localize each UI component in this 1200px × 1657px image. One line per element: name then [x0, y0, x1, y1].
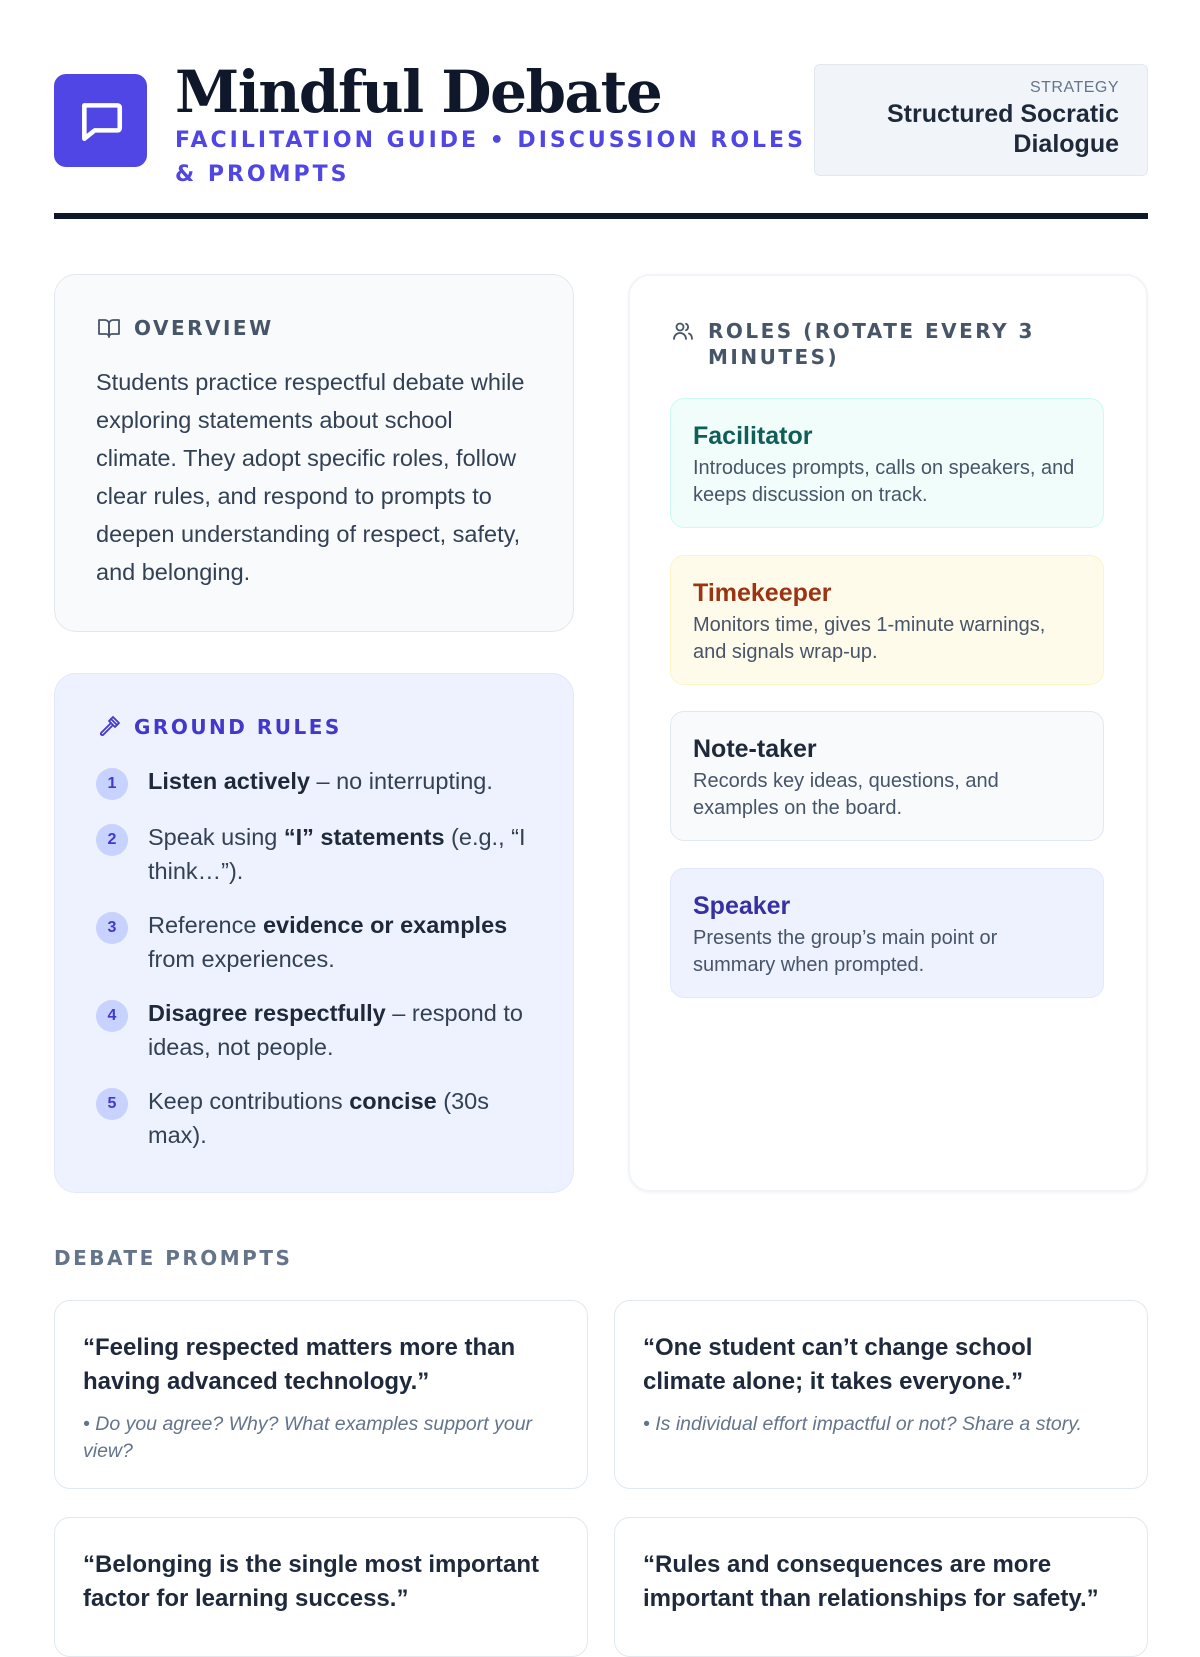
header-divider	[54, 213, 1148, 219]
role-name: Note-taker	[693, 735, 817, 763]
rule-number: 2	[96, 824, 128, 856]
rule-number: 1	[96, 768, 128, 800]
role-card-facilitator	[670, 398, 1104, 528]
role-description: Records key ideas, questions, and examples on the board.	[693, 770, 999, 819]
prompt-quote: “One student can’t change school climate alone; it takes everyone.”	[643, 1334, 1033, 1395]
rule-text: Disagree respectfully – respond to ideas, not people.	[148, 1000, 523, 1060]
page-subtitle: FACILITATION GUIDE • DISCUSSION ROLES & PROMPTS	[175, 128, 806, 187]
role-card-note-taker	[670, 711, 1104, 841]
roles-heading	[670, 318, 1106, 370]
rule-text: Keep contributions concise (30s max).	[148, 1088, 489, 1148]
role-name: Timekeeper	[693, 579, 832, 607]
overview-card	[54, 274, 574, 632]
prompt-card	[614, 1300, 1148, 1489]
prompt-quote: “Feeling respected matters more than having advanced technology.”	[83, 1334, 516, 1395]
prompt-card	[54, 1517, 588, 1657]
rule-text: Reference evidence or examples from experiences.	[148, 912, 508, 972]
rule-number: 4	[96, 1000, 128, 1032]
ground-rules-list	[96, 764, 533, 1152]
overview-heading	[96, 315, 533, 341]
prompt-card	[54, 1300, 588, 1489]
prompt-quote: “Belonging is the single most important factor for learning success.”	[83, 1551, 540, 1612]
prompt-quote: “Rules and consequences are more important than relationships for safety.”	[643, 1551, 1099, 1612]
rule-item	[96, 820, 533, 888]
book-open-icon	[96, 316, 122, 340]
page-title: Mindful Debate	[175, 58, 662, 126]
rule-text: Speak using “I” statements (e.g., “I think…”).	[148, 824, 526, 884]
strategy-label: STRATEGY	[1029, 79, 1119, 96]
roles-heading-text: ROLES (ROTATE EVERY 3 MINUTES)	[708, 319, 1035, 369]
role-card-speaker	[670, 868, 1104, 998]
role-name: Speaker	[693, 892, 791, 920]
rule-item	[96, 1084, 533, 1152]
prompt-followup: • Do you agree? Why? What examples support your view?	[83, 1413, 533, 1462]
role-card-timekeeper	[670, 555, 1104, 685]
ground-rules-heading-text: GROUND RULES	[134, 715, 342, 739]
gavel-icon	[96, 715, 122, 739]
rule-number: 5	[96, 1088, 128, 1120]
rule-number: 3	[96, 912, 128, 944]
role-description: Monitors time, gives 1-minute warnings, and signals wrap-up.	[693, 614, 1046, 663]
roles-card	[628, 274, 1148, 1192]
overview-heading-text: OVERVIEW	[134, 316, 274, 340]
strategy-value: Structured Socratic Dialogue	[886, 100, 1119, 158]
rule-item	[96, 908, 533, 976]
logo	[54, 74, 147, 167]
chat-bubble-icon	[76, 96, 126, 146]
overview-text: Students practice respectful debate while exploring statements about school climate. They adopt specific roles, follow clear rules, and respond to prompts to deepen understanding of respect, safety, and belonging.	[96, 369, 525, 585]
role-description: Introduces prompts, calls on speakers, and keeps discussion on track.	[693, 457, 1075, 506]
users-icon	[670, 319, 696, 343]
rule-item	[96, 764, 533, 800]
prompt-card	[614, 1517, 1148, 1657]
strategy-box	[814, 64, 1148, 176]
rule-text: Listen actively – no interrupting.	[148, 768, 493, 794]
ground-rules-card	[54, 673, 574, 1193]
rule-item	[96, 996, 533, 1064]
prompt-followup: • Is individual effort impactful or not? Share a story.	[643, 1413, 1082, 1435]
role-description: Presents the group’s main point or summary when prompted.	[693, 927, 998, 976]
debate-prompts-heading: DEBATE PROMPTS	[54, 1246, 293, 1270]
role-name: Facilitator	[693, 422, 813, 450]
page-header	[54, 58, 1148, 222]
ground-rules-heading	[96, 714, 533, 740]
